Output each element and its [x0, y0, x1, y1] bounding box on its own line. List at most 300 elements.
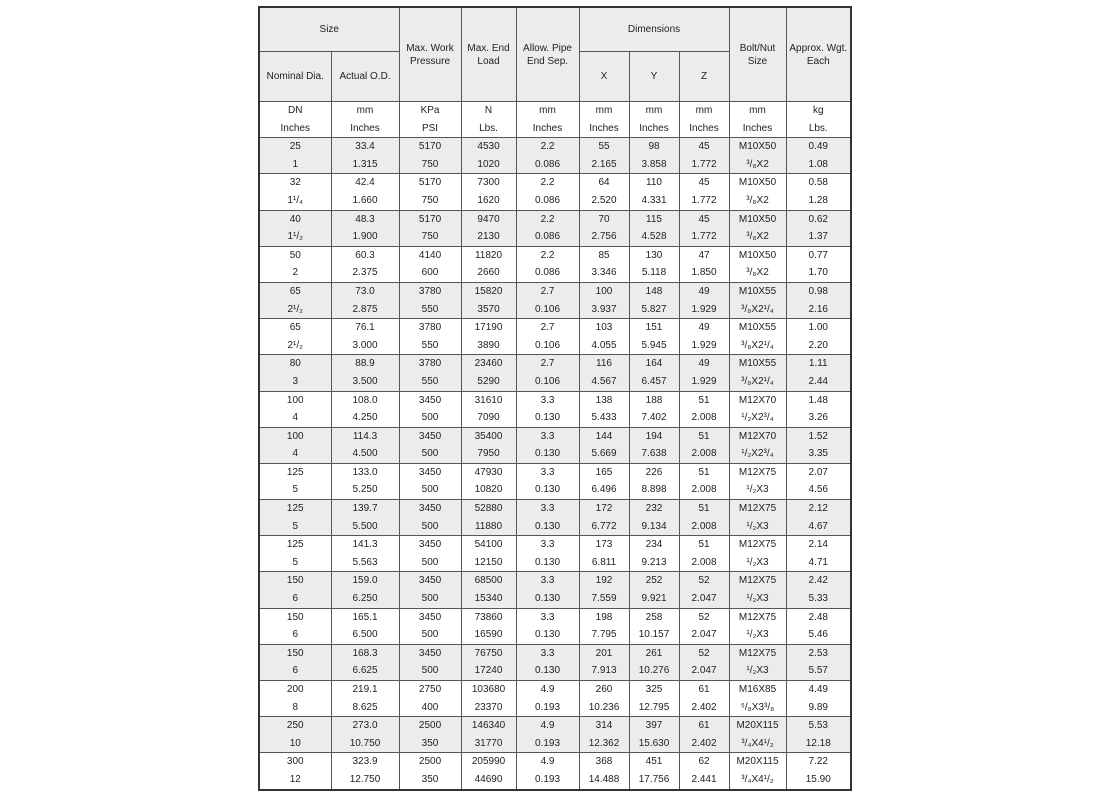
table-cell: 1¹/₂ [259, 228, 331, 246]
table-cell: 165 [579, 463, 629, 481]
dimensions-header: Dimensions [579, 7, 729, 52]
unit-cell: mm Inches [331, 102, 399, 138]
table-cell: 138 [579, 391, 629, 409]
table-cell: 2.44 [786, 373, 851, 391]
max-end-load-header: Max. End Load [461, 7, 516, 102]
dimension-z-header: Z [679, 52, 729, 102]
table-cell: 0.086 [516, 228, 579, 246]
table-cell: M10X50 [729, 174, 786, 192]
table-cell: M10X55 [729, 319, 786, 337]
table-row-metric [259, 138, 851, 156]
pipe-coupling-spec-table [258, 6, 852, 791]
table-cell: 5.57 [786, 662, 851, 680]
table-cell: 2.12 [786, 500, 851, 518]
table-row-imperial [259, 445, 851, 463]
table-cell: 0.98 [786, 282, 851, 300]
table-cell: 5.33 [786, 590, 851, 608]
table-cell: 150 [259, 572, 331, 590]
table-cell: 103680 [461, 681, 516, 699]
table-row-metric [259, 681, 851, 699]
table-cell: 3450 [399, 644, 461, 662]
table-cell: 1020 [461, 156, 516, 174]
table-row-imperial [259, 337, 851, 355]
table-cell: 3.3 [516, 427, 579, 445]
table-cell: 1.772 [679, 228, 729, 246]
table-cell: 500 [399, 626, 461, 644]
table-cell: 7.795 [579, 626, 629, 644]
table-cell: ³/₈X2¹/₄ [729, 301, 786, 319]
table-cell: 0.106 [516, 337, 579, 355]
table-cell: 5290 [461, 373, 516, 391]
table-cell: 151 [629, 319, 679, 337]
table-cell: 12.795 [629, 699, 679, 717]
table-cell: 0.130 [516, 554, 579, 572]
table-cell: M10X50 [729, 210, 786, 228]
table-cell: 159.0 [331, 572, 399, 590]
table-cell: 0.130 [516, 662, 579, 680]
table-cell: 2.7 [516, 355, 579, 373]
table-cell: 252 [629, 572, 679, 590]
table-cell: 1.660 [331, 192, 399, 210]
table-cell: 54100 [461, 536, 516, 554]
table-cell: 100 [259, 427, 331, 445]
unit-cell: kg Lbs. [786, 102, 851, 138]
table-row-imperial [259, 735, 851, 753]
table-row-metric [259, 753, 851, 771]
table-cell: ¹/₂X2³/₄ [729, 409, 786, 427]
table-cell: 80 [259, 355, 331, 373]
table-cell: 1.850 [679, 264, 729, 282]
size-group [259, 246, 851, 282]
table-cell: 1 [259, 156, 331, 174]
table-row-metric [259, 427, 851, 445]
table-cell: 12 [259, 771, 331, 790]
table-cell: 7090 [461, 409, 516, 427]
table-cell: 44690 [461, 771, 516, 790]
table-cell: 8.625 [331, 699, 399, 717]
table-cell: 3.3 [516, 572, 579, 590]
table-cell: 200 [259, 681, 331, 699]
table-cell: 100 [579, 282, 629, 300]
table-cell: 2.2 [516, 210, 579, 228]
unit-cell: N Lbs. [461, 102, 516, 138]
table-cell: 130 [629, 246, 679, 264]
table-cell: 116 [579, 355, 629, 373]
size-group [259, 644, 851, 680]
table-cell: 51 [679, 463, 729, 481]
table-cell: 5.46 [786, 626, 851, 644]
table-cell: 70 [579, 210, 629, 228]
table-cell: 10.750 [331, 735, 399, 753]
table-cell: 2.42 [786, 572, 851, 590]
table-cell: 226 [629, 463, 679, 481]
table-cell: 5 [259, 481, 331, 499]
unit-cell: KPa PSI [399, 102, 461, 138]
table-cell: 3.35 [786, 445, 851, 463]
table-cell: 3890 [461, 337, 516, 355]
table-cell: 47 [679, 246, 729, 264]
actual-od-header: Actual O.D. [331, 52, 399, 102]
table-cell: ¹/₂X3 [729, 662, 786, 680]
unit-cell: mm Inches [579, 102, 629, 138]
table-row-imperial [259, 662, 851, 680]
unit-cell: mm Inches [516, 102, 579, 138]
table-cell: 500 [399, 481, 461, 499]
table-cell: 500 [399, 409, 461, 427]
table-cell: 125 [259, 536, 331, 554]
table-cell: 2.520 [579, 192, 629, 210]
table-cell: 0.086 [516, 264, 579, 282]
table-cell: 500 [399, 662, 461, 680]
table-cell: 9.921 [629, 590, 679, 608]
table-cell: 194 [629, 427, 679, 445]
table-cell: 5.250 [331, 481, 399, 499]
table-cell: 10.157 [629, 626, 679, 644]
table-cell: 0.58 [786, 174, 851, 192]
table-cell: 6.772 [579, 518, 629, 536]
table-cell: 0.130 [516, 518, 579, 536]
table-cell: 0.77 [786, 246, 851, 264]
table-cell: 2.07 [786, 463, 851, 481]
nominal-dia-header: Nominal Dia. [259, 52, 331, 102]
table-cell: M10X50 [729, 246, 786, 264]
table-cell: 3.3 [516, 391, 579, 409]
table-cell: 2¹/₂ [259, 301, 331, 319]
table-cell: 6.457 [629, 373, 679, 391]
table-cell: 144 [579, 427, 629, 445]
table-cell: 133.0 [331, 463, 399, 481]
table-cell: 7300 [461, 174, 516, 192]
table-cell: 2130 [461, 228, 516, 246]
table-cell: 100 [259, 391, 331, 409]
table-cell: 2.2 [516, 246, 579, 264]
table-cell: 4.528 [629, 228, 679, 246]
table-cell: 300 [259, 753, 331, 771]
table-cell: 5170 [399, 138, 461, 156]
table-cell: 0.62 [786, 210, 851, 228]
table-cell: 0.130 [516, 445, 579, 463]
table-cell: 550 [399, 373, 461, 391]
table-cell: 12.750 [331, 771, 399, 790]
table-cell: 12150 [461, 554, 516, 572]
table-cell: M10X50 [729, 138, 786, 156]
table-cell: 2.008 [679, 554, 729, 572]
table-cell: 325 [629, 681, 679, 699]
table-cell: 73860 [461, 608, 516, 626]
table-cell: 0.193 [516, 735, 579, 753]
table-cell: 550 [399, 301, 461, 319]
table-cell: 172 [579, 500, 629, 518]
table-cell: 15820 [461, 282, 516, 300]
table-row-imperial [259, 228, 851, 246]
table-cell: 6.496 [579, 481, 629, 499]
table-cell: 139.7 [331, 500, 399, 518]
table-row-imperial [259, 771, 851, 790]
table-cell: 4 [259, 445, 331, 463]
table-cell: ¹/₂X2³/₄ [729, 445, 786, 463]
table-cell: 168.3 [331, 644, 399, 662]
table-cell: 5 [259, 518, 331, 536]
table-cell: 5 [259, 554, 331, 572]
table-cell: 500 [399, 445, 461, 463]
table-row-metric [259, 282, 851, 300]
table-cell: 4.500 [331, 445, 399, 463]
table-cell: 0.49 [786, 138, 851, 156]
table-cell: 110 [629, 174, 679, 192]
table-cell: 2.047 [679, 590, 729, 608]
size-group [259, 355, 851, 391]
table-cell: 3.500 [331, 373, 399, 391]
table-row-metric [259, 210, 851, 228]
table-cell: ³/₄X4¹/₂ [729, 771, 786, 790]
table-cell: 5170 [399, 210, 461, 228]
table-cell: ³/₈X2 [729, 192, 786, 210]
size-group [259, 753, 851, 790]
table-cell: 125 [259, 463, 331, 481]
table-cell: 2.402 [679, 735, 729, 753]
table-cell: 7.913 [579, 662, 629, 680]
dimension-y-header: Y [629, 52, 679, 102]
table-cell: ³/₈X2 [729, 264, 786, 282]
size-group [259, 463, 851, 499]
table-cell: 4.9 [516, 681, 579, 699]
table-cell: 23370 [461, 699, 516, 717]
table-cell: 2.165 [579, 156, 629, 174]
table-cell: 0.130 [516, 481, 579, 499]
table-cell: 750 [399, 192, 461, 210]
table-cell: 51 [679, 536, 729, 554]
table-cell: 5.563 [331, 554, 399, 572]
table-cell: M12X70 [729, 427, 786, 445]
table-cell: 9.89 [786, 699, 851, 717]
table-cell: 5.500 [331, 518, 399, 536]
table-cell: 51 [679, 500, 729, 518]
table-row-metric [259, 391, 851, 409]
table-cell: 14.488 [579, 771, 629, 790]
table-cell: 4.56 [786, 481, 851, 499]
table-cell: ¹/₂X3 [729, 590, 786, 608]
table-cell: 3.858 [629, 156, 679, 174]
table-row-imperial [259, 192, 851, 210]
table-cell: 173 [579, 536, 629, 554]
table-cell: 61 [679, 717, 729, 735]
table-cell: ¹/₂X3 [729, 481, 786, 499]
table-cell: 31770 [461, 735, 516, 753]
table-cell: ³/₈X2 [729, 156, 786, 174]
table-cell: 3.3 [516, 644, 579, 662]
table-cell: 50 [259, 246, 331, 264]
table-cell: M12X75 [729, 463, 786, 481]
size-group [259, 717, 851, 753]
table-cell: 3570 [461, 301, 516, 319]
table-cell: 2.875 [331, 301, 399, 319]
table-cell: 16590 [461, 626, 516, 644]
table-cell: 7.559 [579, 590, 629, 608]
table-cell: 2.008 [679, 518, 729, 536]
table-row-metric [259, 572, 851, 590]
table-cell: 7.22 [786, 753, 851, 771]
dimension-x-header: X [579, 52, 629, 102]
table-cell: 5.669 [579, 445, 629, 463]
table-cell: 164 [629, 355, 679, 373]
table-cell: 2.14 [786, 536, 851, 554]
table-cell: 3.3 [516, 463, 579, 481]
size-group [259, 427, 851, 463]
table-row-metric [259, 717, 851, 735]
table-row-imperial [259, 518, 851, 536]
table-row-imperial [259, 409, 851, 427]
table-cell: 5170 [399, 174, 461, 192]
table-cell: 5.53 [786, 717, 851, 735]
table-cell: 64 [579, 174, 629, 192]
table-cell: 2500 [399, 753, 461, 771]
table-cell: 258 [629, 608, 679, 626]
table-cell: 2.008 [679, 481, 729, 499]
table-cell: 4530 [461, 138, 516, 156]
table-row-imperial [259, 626, 851, 644]
table-cell: 0.130 [516, 626, 579, 644]
size-group [259, 282, 851, 318]
table-cell: 3450 [399, 500, 461, 518]
table-cell: 550 [399, 337, 461, 355]
table-cell: 55 [579, 138, 629, 156]
table-cell: 1.900 [331, 228, 399, 246]
table-cell: 9.134 [629, 518, 679, 536]
table-cell: 192 [579, 572, 629, 590]
table-cell: 5.118 [629, 264, 679, 282]
table-cell: ⁵/₈X3³/₈ [729, 699, 786, 717]
table-cell: 6 [259, 590, 331, 608]
table-cell: 750 [399, 228, 461, 246]
table-cell: 9470 [461, 210, 516, 228]
table-cell: 3.346 [579, 264, 629, 282]
table-cell: 1.11 [786, 355, 851, 373]
table-row-imperial [259, 699, 851, 717]
table-cell: M12X75 [729, 572, 786, 590]
table-cell: 6.811 [579, 554, 629, 572]
table-cell: 115 [629, 210, 679, 228]
table-cell: 17240 [461, 662, 516, 680]
table-cell: M10X55 [729, 355, 786, 373]
table-cell: 368 [579, 753, 629, 771]
table-cell: 125 [259, 500, 331, 518]
size-group [259, 536, 851, 572]
table-cell: 2.047 [679, 662, 729, 680]
table-cell: 49 [679, 282, 729, 300]
table-cell: 103 [579, 319, 629, 337]
table-cell: 4.71 [786, 554, 851, 572]
table-cell: 76750 [461, 644, 516, 662]
table-cell: 1.08 [786, 156, 851, 174]
table-cell: 2.008 [679, 409, 729, 427]
table-cell: M12X70 [729, 391, 786, 409]
table-cell: 1¹/₄ [259, 192, 331, 210]
table-cell: 108.0 [331, 391, 399, 409]
unit-cell: mm Inches [629, 102, 679, 138]
table-cell: 1.70 [786, 264, 851, 282]
table-row-imperial [259, 301, 851, 319]
table-cell: 150 [259, 644, 331, 662]
table-cell: 48.3 [331, 210, 399, 228]
table-cell: 11880 [461, 518, 516, 536]
size-group [259, 391, 851, 427]
table-cell: 6.625 [331, 662, 399, 680]
table-row-metric [259, 355, 851, 373]
table-row-imperial [259, 590, 851, 608]
table-cell: 3450 [399, 427, 461, 445]
table-cell: 114.3 [331, 427, 399, 445]
table-cell: 500 [399, 518, 461, 536]
table-cell: 3.3 [516, 608, 579, 626]
table-cell: 23460 [461, 355, 516, 373]
unit-cell: mm Inches [679, 102, 729, 138]
table-cell: 40 [259, 210, 331, 228]
size-group [259, 319, 851, 355]
table-cell: 600 [399, 264, 461, 282]
table-cell: 198 [579, 608, 629, 626]
table-cell: 451 [629, 753, 679, 771]
table-cell: 2.2 [516, 138, 579, 156]
table-cell: 1.00 [786, 319, 851, 337]
table-row-metric [259, 174, 851, 192]
table-cell: 88.9 [331, 355, 399, 373]
table-row-metric [259, 644, 851, 662]
table-cell: 150 [259, 608, 331, 626]
table-cell: 45 [679, 138, 729, 156]
table-cell: 1.52 [786, 427, 851, 445]
table-cell: 3.3 [516, 500, 579, 518]
table-cell: 7.402 [629, 409, 679, 427]
table-cell: 25 [259, 138, 331, 156]
table-cell: M20X115 [729, 753, 786, 771]
table-cell: 85 [579, 246, 629, 264]
table-cell: 1.929 [679, 337, 729, 355]
table-cell: 2.441 [679, 771, 729, 790]
table-cell: 17190 [461, 319, 516, 337]
table-cell: 2.375 [331, 264, 399, 282]
table-cell: 11820 [461, 246, 516, 264]
size-group [259, 572, 851, 608]
table-cell: 12.18 [786, 735, 851, 753]
table-cell: M12X75 [729, 500, 786, 518]
table-cell: 4.250 [331, 409, 399, 427]
table-cell: 273.0 [331, 717, 399, 735]
table-row-metric [259, 319, 851, 337]
table-cell: 2.047 [679, 626, 729, 644]
table-cell: 3.937 [579, 301, 629, 319]
table-cell: 65 [259, 319, 331, 337]
bolt-nut-size-header: Bolt/Nut Size [729, 7, 786, 102]
table-cell: 2.7 [516, 319, 579, 337]
table-cell: 2 [259, 264, 331, 282]
table-cell: 15.630 [629, 735, 679, 753]
table-cell: 4140 [399, 246, 461, 264]
table-row-imperial [259, 481, 851, 499]
table-cell: 65 [259, 282, 331, 300]
table-cell: 3780 [399, 319, 461, 337]
table-cell: 7950 [461, 445, 516, 463]
table-cell: 15.90 [786, 771, 851, 790]
table-cell: 31610 [461, 391, 516, 409]
size-group [259, 681, 851, 717]
table-cell: 10.276 [629, 662, 679, 680]
units-row [259, 102, 851, 138]
table-cell: 32 [259, 174, 331, 192]
unit-cell: DN Inches [259, 102, 331, 138]
table-cell: 2500 [399, 717, 461, 735]
table-cell: ³/₈X2 [729, 228, 786, 246]
table-cell: ³/₈X2¹/₄ [729, 373, 786, 391]
